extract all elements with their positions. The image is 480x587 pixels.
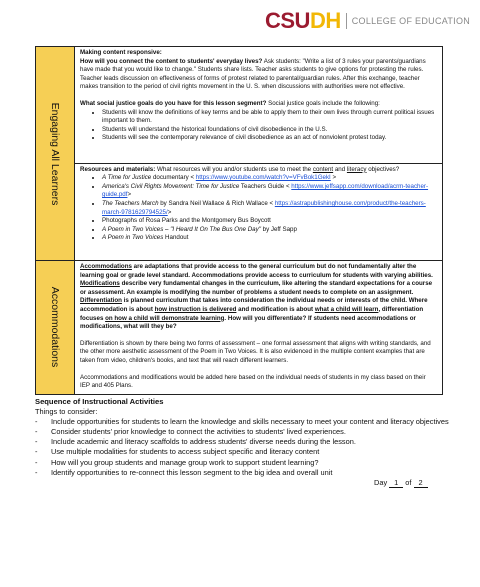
engaging-side-cell (36, 47, 75, 261)
goal-item: • Students will see the contemporary relevance of civil disobedience as an act of nonviolent protest today. (102, 134, 437, 143)
resource-item (102, 226, 437, 235)
dash-bullet: - (35, 437, 38, 447)
dash-bullet: - (35, 427, 38, 437)
sequence-title: Sequence of Instructional Activities (35, 397, 164, 406)
definition-text: and modification is about (236, 305, 315, 313)
day-label: Day (374, 478, 388, 487)
everyday-lives-paragraph (80, 58, 437, 92)
content-word: content (312, 165, 334, 173)
sequence-item-text: How will you group students and manage group work to support student learning? (51, 457, 319, 467)
goal-item: • Students will know the definitions of key terms and be able to apply them to their own lives through current political issues important to them. (102, 109, 437, 126)
sequence-item (35, 458, 455, 468)
social-justice-goals-list (80, 109, 437, 143)
literacy-word: literacy (346, 165, 367, 173)
sequence-item-text: Include academic and literacy scaffolds to address students' diverse needs during the lesson. (51, 437, 356, 447)
term-accommodations: Accommodations (80, 263, 132, 270)
dash-bullet: - (35, 457, 38, 467)
youtube-link[interactable]: https://www.youtube.com/watch?v=VFvBok1GekI (195, 174, 331, 182)
header-divider (346, 13, 347, 29)
day-total: 2 (414, 479, 428, 488)
logo-csu-text: CSU (265, 8, 310, 33)
dash-bullet: - (35, 447, 38, 457)
resources-title: Resources and materials: (80, 165, 156, 173)
teacher-guide-link[interactable]: https://www.jeffsapp.com/download/acrm-teacher-guide.pdf (102, 182, 429, 199)
goal-item: • Students will understand the historical foundations of civil disobedience in the U.S. (102, 126, 437, 135)
everyday-lives-answer: Ask students: "Write a list of 3 rules your parents/guardians have made that you would like to change." Students share lists. Teacher asks students to give options for protesting the rules. Teacher leads discussion on effectiveness of forms of protest related to parental/guardian rules. After this exchange, teacher makes transition to the period of civil rights movement in the U. S. when discussions with authorities were not effective. (80, 57, 426, 91)
making-content-title: Making content responsive: (80, 49, 162, 56)
resource-item (102, 234, 437, 243)
resources-list (80, 174, 437, 243)
resource-text: Handout (163, 234, 189, 242)
social-justice-question: What social justice goals do you have for this lesson segment? (80, 99, 267, 107)
making-content-cell (75, 47, 443, 164)
term-modifications: Modifications (80, 280, 120, 288)
sequence-item-text: Identify opportunities to re-connect this lesson segment to the big idea and overall unit (51, 467, 333, 477)
definition-text: , differentiation focuses (80, 305, 424, 322)
resource-text: > (167, 208, 172, 216)
resource-text: > (127, 191, 132, 199)
definition-text: is planned curriculum that takes into consideration the individual needs or interests of the child. Where accommodation is about (80, 297, 428, 313)
day-of: of (405, 478, 412, 487)
definition-text: . How will you differentiate? If students need accommodations or modifications, what will they be? (80, 314, 416, 331)
dash-bullet: - (35, 417, 38, 427)
resource-text: by Jeff Sapp (260, 225, 297, 233)
definition-text: describe very fundamental changes in the curriculum, like altering the standard expectations for a course or assessment. An example is modifying the number of problems a student needs to complete on an assignment. (80, 280, 433, 296)
definition-text: are adaptations that provide access to the general curriculum but do not fundamentally alter the learning goal or grade level standard. Accommodations provide access to curriculum for students with varying abilities. (80, 263, 433, 279)
page-header (265, 8, 470, 34)
accommodations-side-cell (36, 261, 75, 395)
resource-item (102, 174, 437, 183)
resource-text: by Sandra Neil Wallace & Rich Wallace < (158, 200, 275, 208)
sequence-item (35, 447, 455, 457)
everyday-lives-question: How will you connect the content to students' everyday lives? (80, 57, 263, 65)
social-justice-paragraph (80, 100, 437, 109)
sequence-item (35, 468, 455, 478)
sequence-item-text: Consider students' prior knowledge to connect the activities to students' lived experiences. (51, 427, 346, 437)
college-name: COLLEGE OF EDUCATION (351, 16, 471, 26)
csudh-logo (265, 8, 341, 34)
sequence-item-text: Include opportunities for students to learn the knowledge and skills necessary to meet your content and literacy objectives (51, 417, 449, 427)
sequence-item (35, 417, 455, 427)
engaging-side-label: Engaging All Learners (49, 102, 61, 205)
accommodations-side-label: Accommodations (49, 287, 61, 368)
sequence-item-text: Use multiple modalities for students to access subject specific and literacy content (51, 447, 320, 457)
sequence-item (35, 437, 455, 447)
resource-title: A Time for Justice (102, 174, 152, 182)
resource-item: • Photographs of Rosa Parks and the Montgomery Bus Boycott (102, 217, 437, 226)
resource-title: The Teachers March (102, 200, 159, 208)
resources-question-text: What resources will you and/or students use to meet the (155, 165, 313, 173)
social-justice-answer: Social justice goals include the following: (266, 99, 380, 107)
sequence-intro: Things to consider: (35, 407, 98, 417)
logo-dh-text: DH (309, 8, 341, 33)
term-what-learn: what a child will learn (314, 305, 379, 313)
resource-item (102, 200, 437, 217)
resource-title: A Poem in Two Voices – "I Heard It On The Bus One Day" (102, 225, 261, 233)
differentiation-paragraph: Differentiation is shown by there being two forms of assessment – one formal assessment that aligns with writing standards, and the other more aesthetic assessment of the Poem in Two Voices. It is also evidenced in the multiple content examples that are taken from video, children's books, and text that will reach different learners. (80, 339, 431, 364)
term-how-delivered: how instruction is delivered (154, 305, 237, 313)
sequence-item (35, 427, 455, 437)
teachers-march-link[interactable]: https://astrapublishinghouse.com/product/the-teachers-march-9781629794525/ (102, 200, 426, 216)
accommodations-paragraph: Accommodations and modifications would be added here based on the individual needs of students in my class based on their IEP and 405 Plans. (80, 373, 426, 390)
resources-cell (75, 163, 443, 260)
resource-item (102, 183, 437, 200)
dash-bullet: - (35, 467, 38, 477)
resource-text: > (330, 174, 337, 182)
resource-title: America's Civil Rights Movement: Time for Justice (102, 182, 240, 190)
resources-question (80, 166, 437, 175)
day-indicator (374, 478, 428, 488)
day-current: 1 (389, 479, 403, 488)
term-demonstrate-learning: on how a child will demonstrate learning (105, 314, 225, 322)
resource-text: Teachers Guide < (239, 182, 292, 190)
sequence-section (35, 397, 455, 478)
resources-question-end: objectives? (366, 165, 400, 173)
resource-text: documentary < (151, 174, 196, 182)
term-differentiation: Differentiation (80, 297, 122, 305)
accommodations-cell (75, 261, 443, 395)
and-word: and (333, 165, 347, 173)
resource-title: A Poem in Two Voices (102, 234, 164, 242)
lesson-plan-table (35, 46, 443, 395)
accommodations-definition (80, 263, 437, 332)
